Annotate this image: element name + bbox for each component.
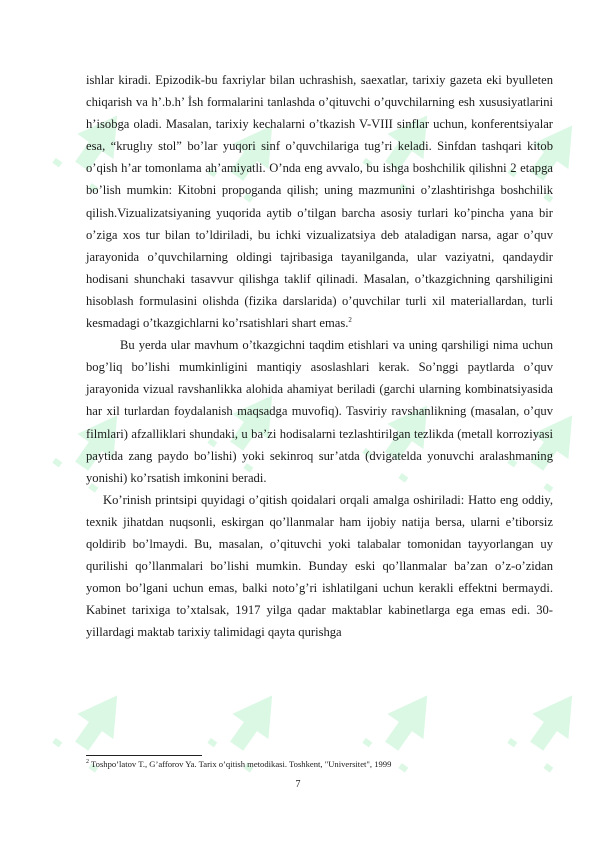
page-number: 7 xyxy=(295,779,301,790)
footnote-text: Toshpo’latov T., G’afforov Ya. Tarix o’qitish metodikasi. Toshkent, "Universitet", 1999 xyxy=(89,759,392,769)
footnote-reference[interactable]: 2 xyxy=(348,315,352,324)
footnote-marker: 2 xyxy=(86,759,89,766)
paragraph-1: ishlar kiradi. Epizodik-bu faxriylar bilan uchrashish, saexatlar, tarixiy gazeta eki byulleten chiqarish va h’.b.h’ İsh formalarini tanlashda o’qituvchi o’quvchilarning esh xususiyatlarini h’isobga oladi. Masalan, tarixiy kechalarni o’tkazish V-VIII sinflar uchun, konferentsiyalar esa, “kruglıy stol” bo’lar yuqori sinf o’quvchilariga tug’ri keladi. Sinfdan tashqari kitob o’qish h’ar tomonlama ah’amiyatli. O’nda eng avvalo, bu ishga boshchilik qilishni 2 etapga bo’lish mumkin: Kitobni propoganda qilish; uning mazmunini o’zlashtirishga boshchilik qilish.Vizualizatsiyaning yuqorida aytib o’tilgan barcha asosiy turlari ko’pincha yana bir o’ziga xos tur bilan to’ldiriladi, bu ichki vizualizatsiya deb ataladigan narsa, agar o’quv jarayonida o’quvchilarning oldingi tajribasiga tayanilganda, ular vaziyatni, qandaydir hodisani shunchaki tasavvur qilishga taklif qilinadi. Masalan, o’tkazgichning qarshiligini hisoblash formulasini olishda (fizika darslarida) o’quvchilar turli xil materiallardan, turli kesmadagi o’tkazgichlarni ko’rsatishlari shart emas.$^2$ xyxy=(86,73,553,331)
paragraph-3: Ko’rinish printsipi quyidagi o’qitish qoidalari orqali amalga oshiriladi: Hatto eng oddiy, texnik jihatdan nuqsonli, eskirgan qo’llanmalar ham ijobiy natija bersa, ularni e’tiborsiz qoldirib bo’lmaydi. Bu, masalan, o’qituvchi yoki talabalar tomonidan tayyorlangan uy qurilishi qo’llanmalari bo’lishi mumkin. Bunday eski qo’llanmalar ba’zan o’z-o’zidan yomon bo’lgani uchun emas, balki noto’g’ri ishlatilgani uchun kerakli effektni bermaydi. Kabinet tarixiga to’xtalsak, 1917 yilga qadar maktablar kabinetlarga ega emas edi. 30- yillardagi maktab tarixiy talimidagi qayta qurishga xyxy=(86,492,553,640)
footnote-separator xyxy=(86,755,202,756)
footnote xyxy=(86,759,553,770)
document-body xyxy=(86,69,553,643)
paragraph-2: Bu yerda ular mavhum o’tkazgichni taqdim etishlari va uning qarshiligi nima uchun bog’liq bo’lishi mumkinligini mantiqiy asoslashlari kerak. So’nggi paytlarda o’quv jarayonida vizual ravshanlikka alohida ahamiyat beriladi (garchi ularning kombinatsiyasida har xil turlardan foydalanish maqsadga muvofiq). Tasviriy ravshanlikning (masalan, o’quv filmlari) afzalliklari shundaki, u ba’zi hodisalarni tezlashtirilgan tezlikda (metall korroziyasi paytida zang paydo bo’lishi) yoki sekinroq sur’atda (dvigatelda yonuvchi aralashmaning yonishi) ko’rsatish imkonini beradi. xyxy=(86,338,553,485)
